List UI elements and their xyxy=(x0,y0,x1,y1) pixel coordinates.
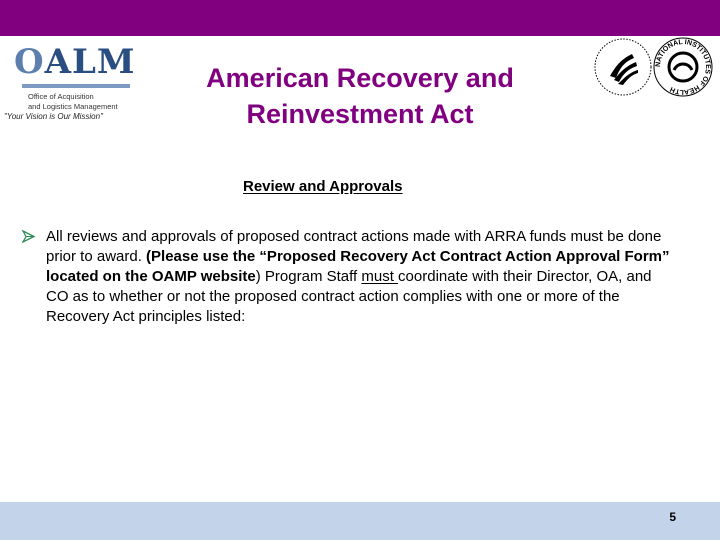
bullet-text xyxy=(46,227,672,327)
page-number: 5 xyxy=(669,510,676,524)
bullet-text-part5: coordinate with their Director, OA, and CO as to whether or not the proposed contract action complies with one or more of the Recovery Act principles listed: xyxy=(46,268,652,325)
oalm-wordmark: OALM xyxy=(14,42,136,82)
oalm-subtitle-line2: and Logistics Management xyxy=(28,102,118,111)
nih-seal-label: NATIONAL INSTITUTES OF HEALTH xyxy=(654,38,712,96)
oalm-logo xyxy=(2,42,137,127)
bullet-text-must: must xyxy=(361,268,399,285)
oalm-swoosh xyxy=(22,84,130,88)
slide-title xyxy=(150,60,570,132)
arrow-bullet-icon xyxy=(22,230,35,243)
oalm-subtitle-line1: Office of Acquisition xyxy=(28,92,94,101)
bullet-text-part1: All reviews and approvals of proposed contract actions made with ARRA funds must be done prior to award. xyxy=(46,228,662,265)
oalm-tagline: "Your Vision is Our Mission" xyxy=(4,112,103,121)
top-banner xyxy=(0,0,720,36)
hhs-seal-icon xyxy=(592,36,654,98)
bullet-text-part3: ) Program Staff xyxy=(255,268,362,285)
section-heading: Review and Approvals xyxy=(243,178,403,195)
slide-title-line2: Reinvestment Act xyxy=(246,99,474,129)
nih-seal-icon xyxy=(652,36,714,98)
svg-text:NATIONAL INSTITUTES OF HEALTH xyxy=(655,39,711,95)
footer-bar xyxy=(0,502,720,540)
slide-title-line1: American Recovery and xyxy=(206,63,514,93)
bullet-text-form-reference: (Please use the “Proposed Recovery Act Contract Action Approval Form” located on the OAMP website xyxy=(46,248,670,285)
bullet-item xyxy=(22,227,672,327)
